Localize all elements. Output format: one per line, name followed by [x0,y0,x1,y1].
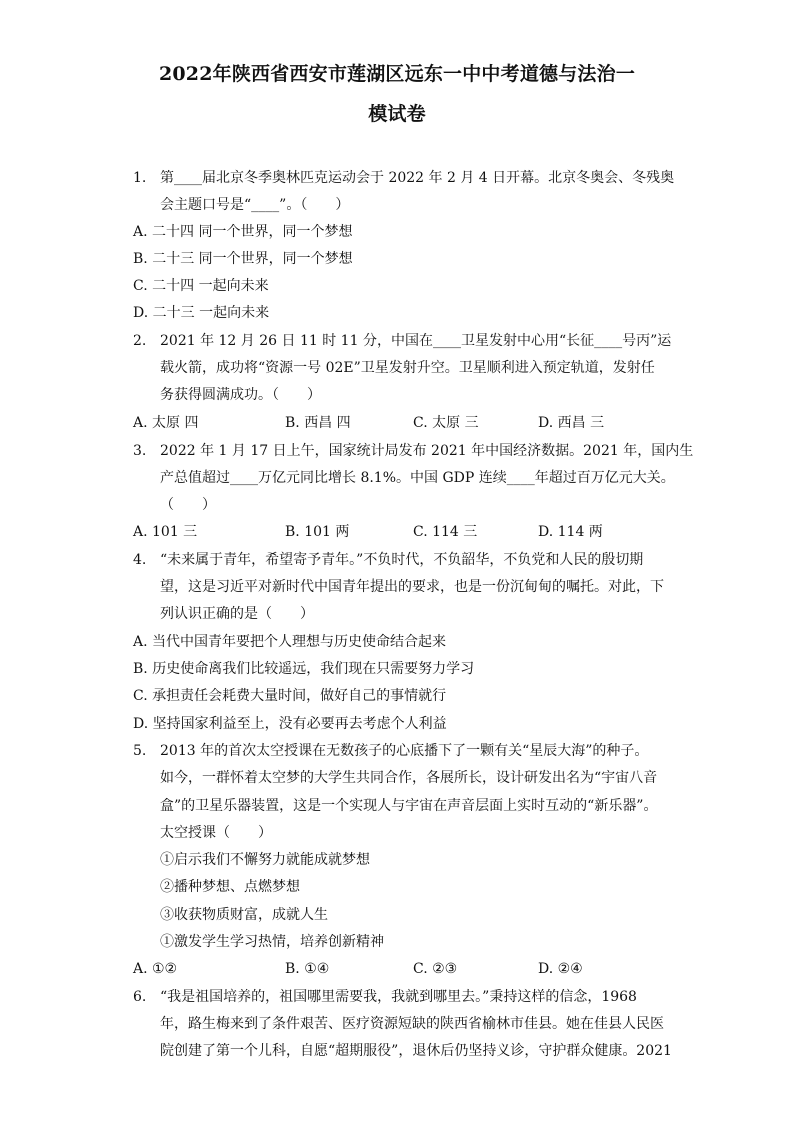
question-4-option-a: A. 当代中国青年要把个人理想与历史使命结合起来 [133,634,447,650]
question-5-text: 太空授课（ ） [160,825,272,841]
question-2-text: 2021 年 12 月 26 日 11 时 11 分，中国在____卫星发射中心用“长征____号丙”运 [160,333,672,349]
question-2-option-b: B. 西昌 四 [285,415,351,431]
question-5-statement-1: ①启示我们不懈努力就能成就梦想 [160,852,370,868]
exam-title-line-1: 2022年陕西省西安市莲湖区远东一中中考道德与法治一 [158,63,636,85]
question-5-statement-4: ①激发学生学习热情，培养创新精神 [160,934,384,950]
question-2-text: 务获得圆满成功。（ ） [160,387,321,403]
question-1-option-c: C. 二十四 一起向未来 [133,278,269,294]
question-3-option-b: B. 101 两 [285,524,350,540]
question-4-text: 望，这是习近平对新时代中国青年提出的要求，也是一份沉甸甸的嘱托。对此，下 [160,579,664,595]
question-5-option-b: B. ①④ [285,961,330,977]
question-6-text: “我是祖国培养的，祖国哪里需要我，我就到哪里去。”秉持这样的信念，1968 [160,989,637,1005]
question-1-option-d: D. 二十三 一起向未来 [133,305,270,321]
question-3-text: （ ） [160,497,216,513]
question-5-option-a: A. ①② [133,961,178,977]
exam-title-line-2: 模试卷 [368,103,426,125]
question-5-text: 盒”的卫星乐器装置，这是一个实现人与宇宙在声音层面上实时互动的“新乐器”。 [160,798,658,814]
question-1-number: 1. [133,170,147,186]
question-6-text: 院创建了第一个儿科，自愿“超期服役”，退休后仍坚持义诊，守护群众健康。2021 [160,1043,672,1059]
question-5-statement-2: ②播种梦想、点燃梦想 [160,879,300,895]
question-5-text: 2013 年的首次太空授课在无数孩子的心底播下了一颗有关“星辰大海”的种子。 [160,743,649,759]
question-2-option-c: C. 太原 三 [413,415,479,431]
question-4-option-d: D. 坚持国家利益至上，没有必要再去考虑个人利益 [133,716,447,732]
question-1-text: 第____届北京冬季奥林匹克运动会于 2022 年 2 月 4 日开幕。北京冬奥会、冬残奥 [160,170,675,186]
question-2-options [133,414,733,432]
question-4-text: 列认识正确的是（ ） [160,606,314,622]
question-5-options [133,960,733,978]
question-5-text: 如今，一群怀着太空梦的大学生共同合作，各展所长，设计研发出名为“宇宙八音 [160,770,658,786]
question-3-option-d: D. 114 两 [538,524,603,540]
question-4-number: 4. [133,552,147,568]
question-5-statement-3: ③收获物质财富，成就人生 [160,907,328,923]
question-2-option-a: A. 太原 四 [133,415,199,431]
question-5-option-c: C. ②③ [413,961,458,977]
question-6-number: 6. [133,989,147,1005]
question-4-option-b: B. 历史使命离我们比较遥远，我们现在只需要努力学习 [133,661,475,677]
question-5-number: 5. [133,743,147,759]
question-4-text: “未来属于青年，希望寄予青年。”不负时代，不负韶华，不负党和人民的殷切期 [160,552,644,568]
question-1-option-b: B. 二十三 同一个世界，同一个梦想 [133,251,353,267]
question-3-option-c: C. 114 三 [413,524,478,540]
question-3-option-a: A. 101 三 [133,524,198,540]
question-3-text: 产总值超过____万亿元同比增长 8.1%。中国 GDP 连续____年超过百万亿元大关。 [160,470,675,486]
question-3-options [133,523,733,541]
question-2-number: 2. [133,333,147,349]
question-6-text: 年，路生梅来到了条件艰苦、医疗资源短缺的陕西省榆林市佳县。她在佳县人民医 [160,1016,664,1032]
question-2-text: 载火箭，成功将“资源一号 02E”卫星发射升空。卫星顺利进入预定轨道，发射任 [160,360,655,376]
question-5-option-d: D. ②④ [538,961,583,977]
question-4-option-c: C. 承担责任会耗费大量时间，做好自己的事情就行 [133,688,447,704]
question-3-number: 3. [133,443,147,459]
question-2-option-d: D. 西昌 三 [538,415,605,431]
question-1-text: 会主题口号是“____”。（ ） [160,197,350,213]
question-1-option-a: A. 二十四 同一个世界，同一个梦想 [133,224,353,240]
question-3-text: 2022 年 1 月 17 日上午，国家统计局发布 2021 年中国经济数据。2021 年，国内生 [160,443,694,459]
